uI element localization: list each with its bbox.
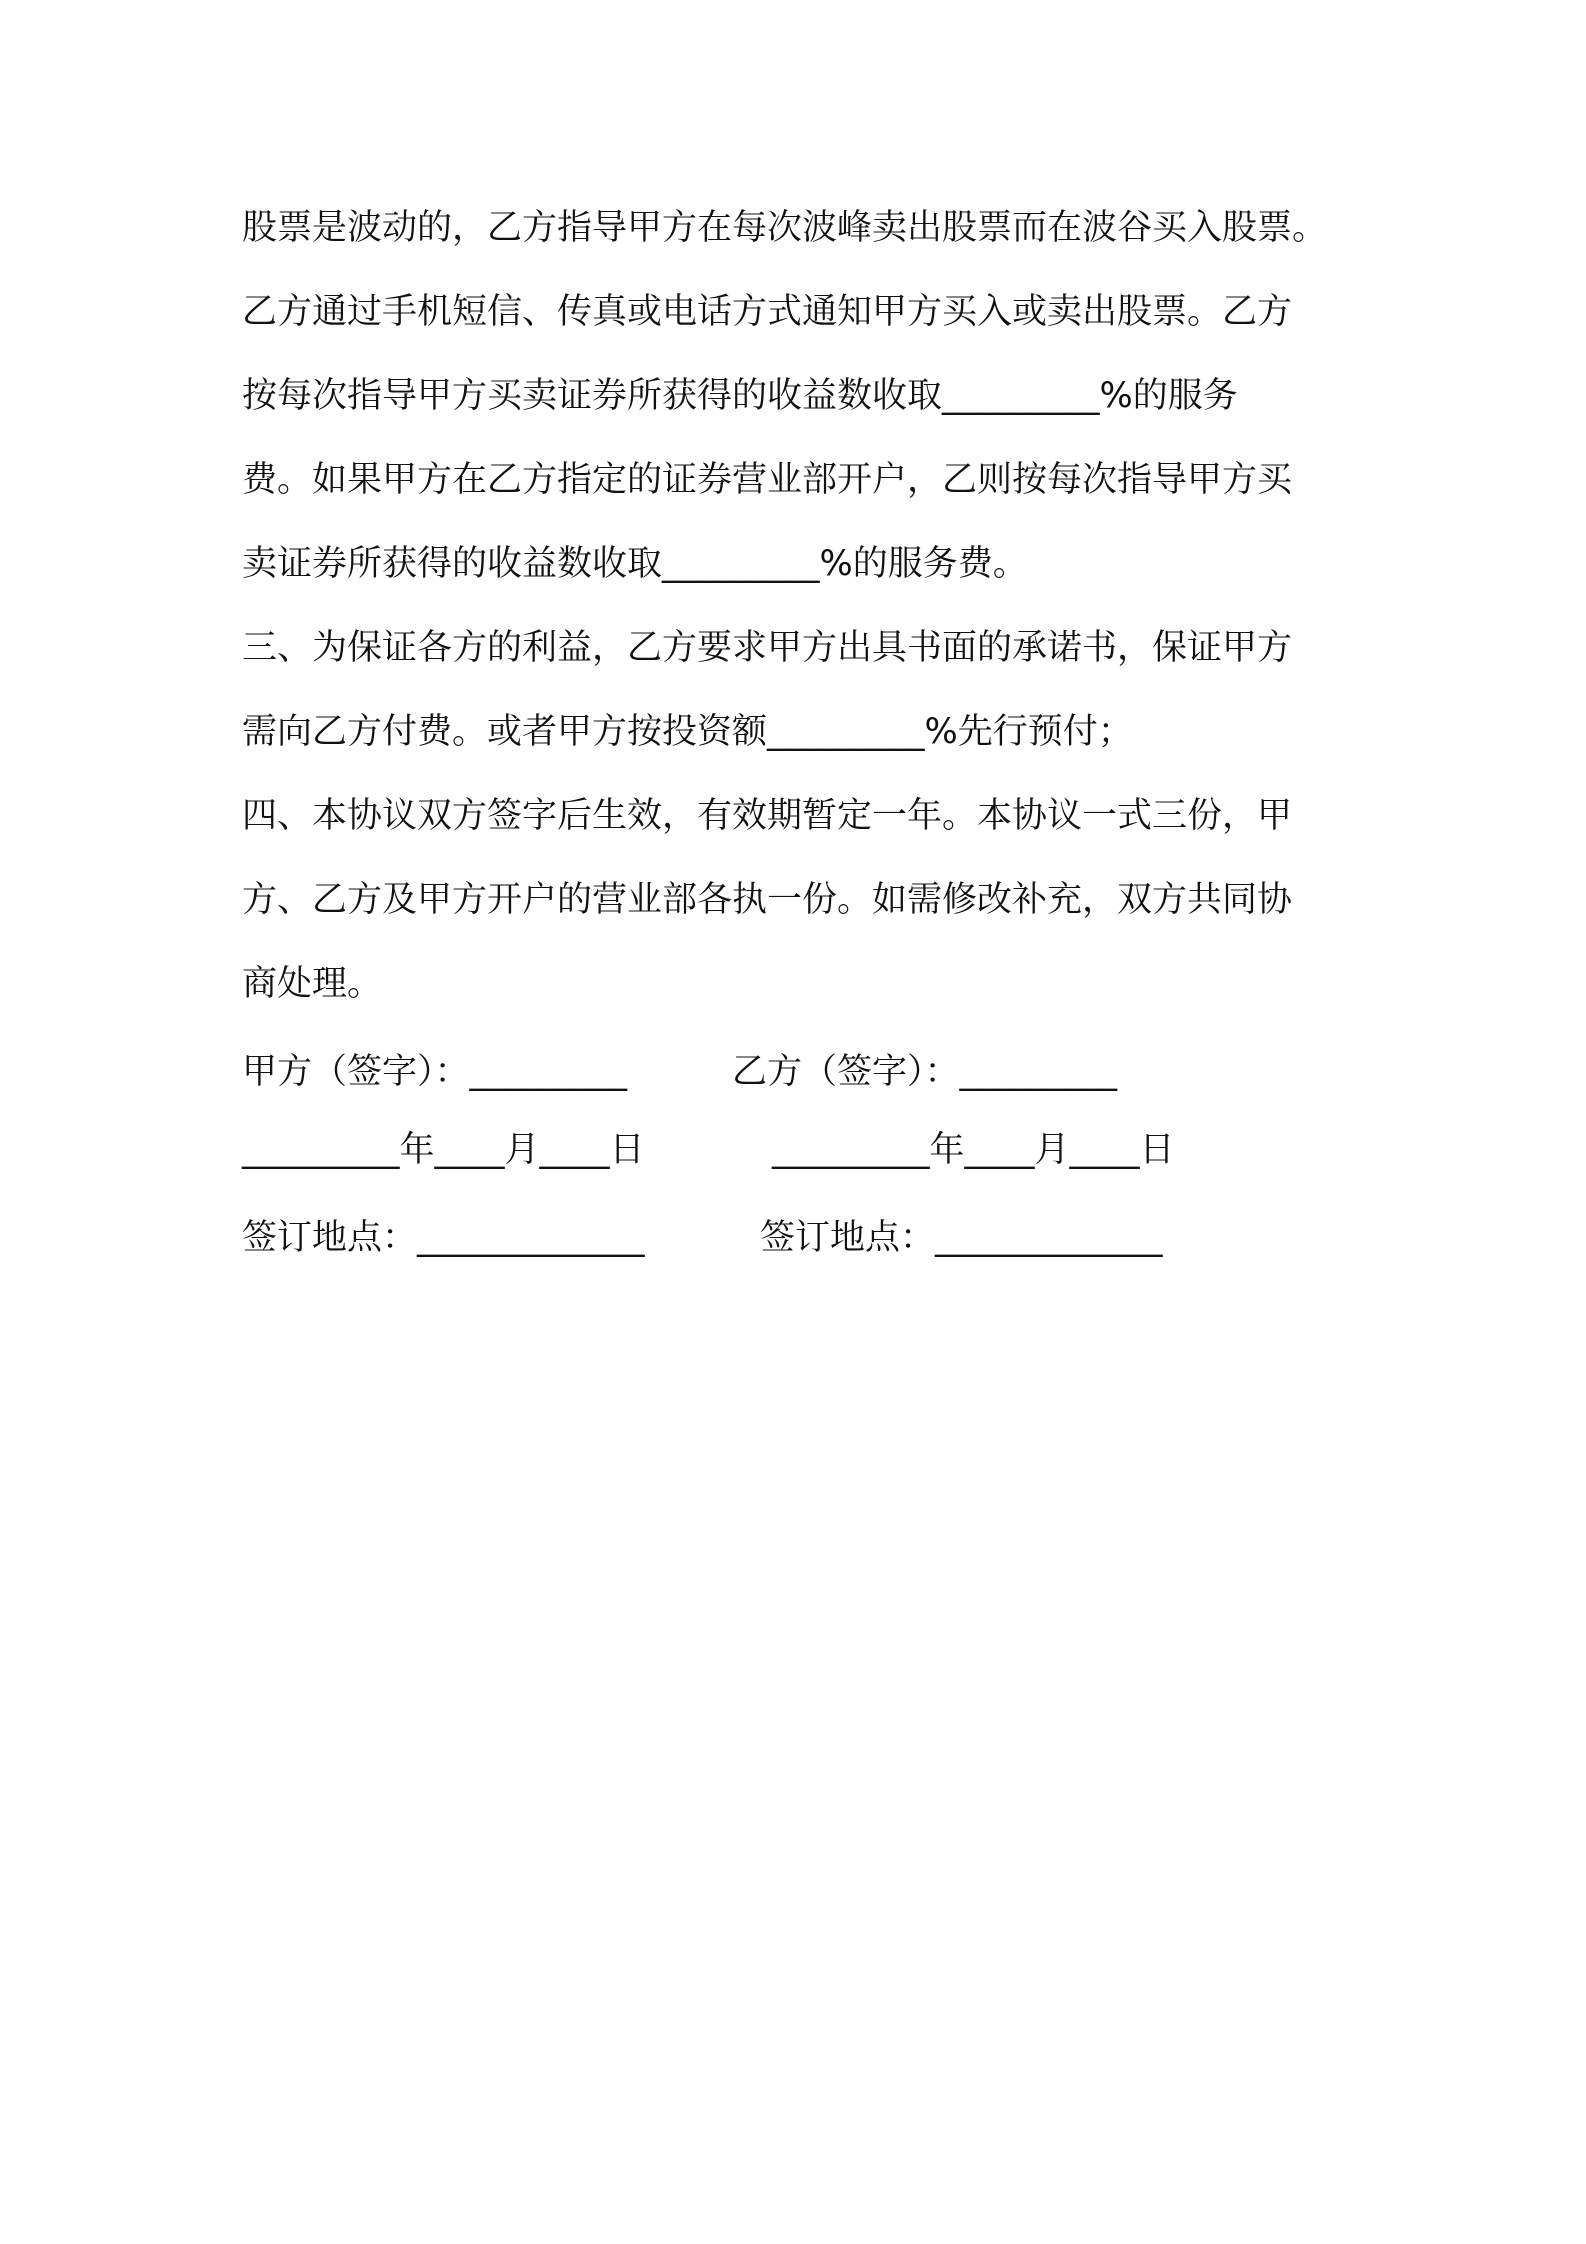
- body-line-1: 股票是波动的，乙方指导甲方在每次波峰卖出股票而在波谷买入股票。: [242, 208, 1328, 248]
- body-line-3: 按每次指导甲方买卖证券所获得的收益数收取_________%的服务: [242, 376, 1238, 416]
- party-b-signature: 乙方（签字）：_________: [732, 1052, 1118, 1092]
- party-a-place: 签订地点：_____________: [242, 1218, 645, 1258]
- party-b-date: _________年____月____日: [772, 1130, 1175, 1170]
- body-line-7: 需向乙方付费。或者甲方按投资额_________%先行预付；: [242, 712, 1133, 752]
- body-line-10: 商处理。: [242, 964, 383, 1004]
- body-line-6: 三、为保证各方的利益，乙方要求甲方出具书面的承诺书，保证甲方: [242, 628, 1293, 668]
- body-line-9: 方、乙方及甲方开户的营业部各执一份。如需修改补充，双方共同协: [242, 880, 1293, 920]
- body-line-5: 卖证券所获得的收益数收取_________%的服务费。: [242, 544, 1028, 584]
- body-line-2: 乙方通过手机短信、传真或电话方式通知甲方买入或卖出股票。乙方: [242, 292, 1293, 332]
- party-b-place: 签订地点：_____________: [760, 1218, 1163, 1258]
- party-a-date: _________年____月____日: [242, 1130, 645, 1170]
- party-a-signature: 甲方（签字）：_________: [242, 1052, 628, 1092]
- body-line-4: 费。如果甲方在乙方指定的证券营业部开户，乙则按每次指导甲方买: [242, 460, 1293, 500]
- body-line-8: 四、本协议双方签字后生效，有效期暂定一年。本协议一式三份，甲: [242, 796, 1293, 836]
